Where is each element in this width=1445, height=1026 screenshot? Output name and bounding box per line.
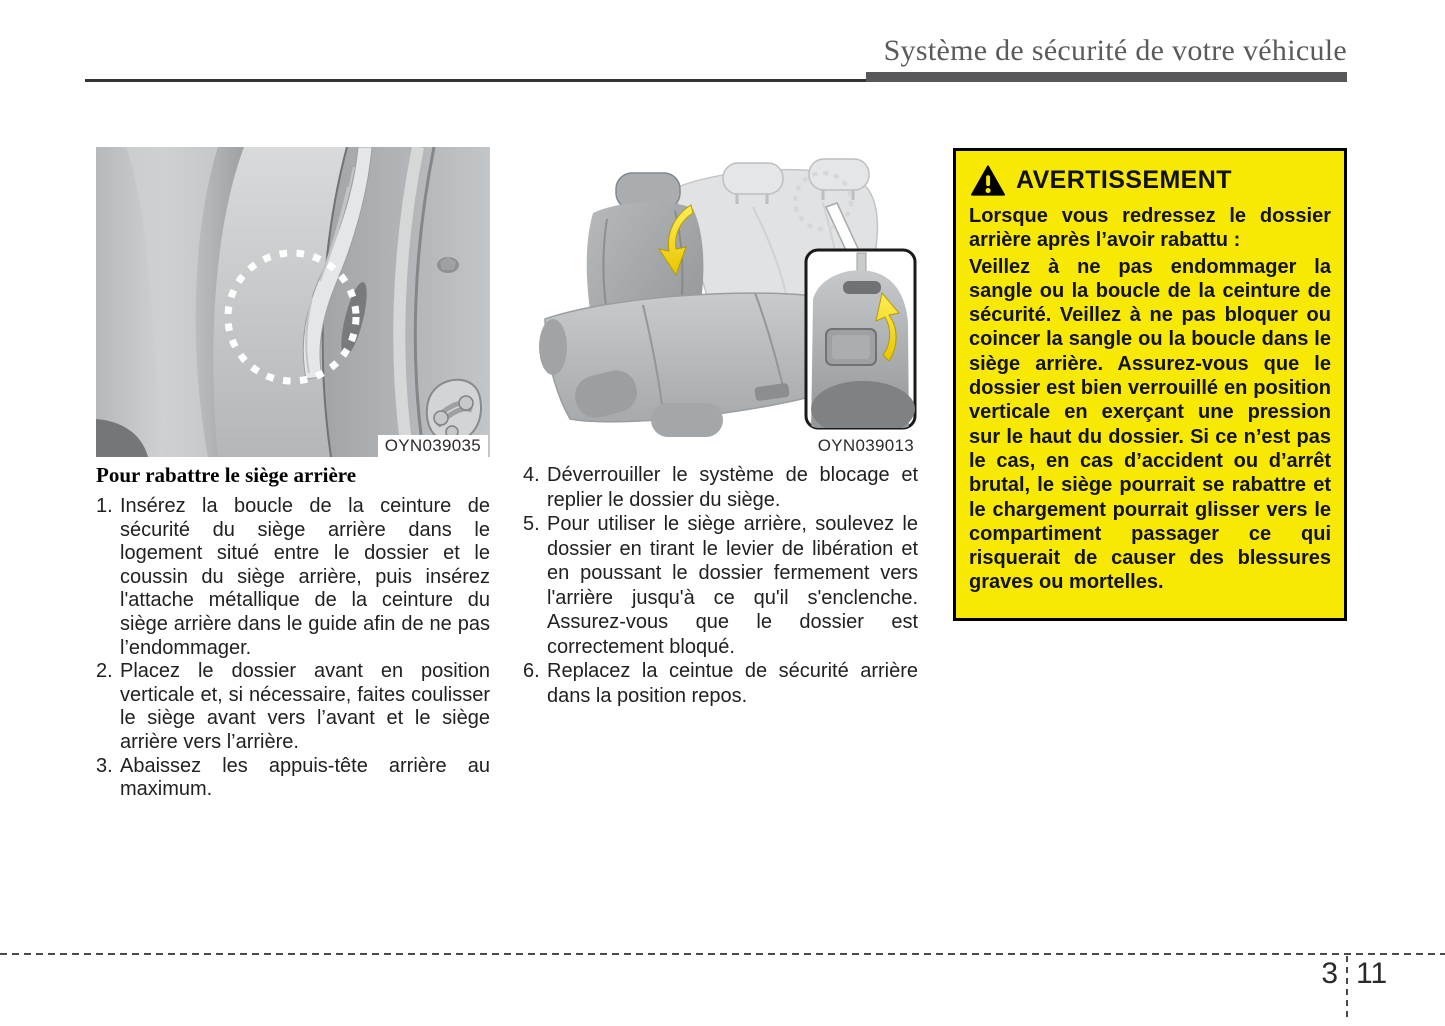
- warning-paragraph: Lorsque vous redressez le dossier arrière après l’avoir rabattu :: [969, 205, 1331, 252]
- list-item-number: 2.: [96, 660, 113, 683]
- warning-title-row: [971, 165, 1331, 196]
- chapter-number: 3: [1321, 957, 1338, 990]
- list-item: [96, 495, 490, 660]
- page-title: Système de sécurité de votre véhicule: [883, 34, 1347, 67]
- list-item: [96, 660, 490, 754]
- figure-code-label: OYN039035: [378, 435, 488, 457]
- list-item-text: Pour utiliser le siège arrière, soulevez le dossier en tirant le levier de libération et en poussant le dossier fermement vers l'arrière jusqu'à ce qu'il s'enclenche. Assurez-vous que le dossier est correctement bloqué.: [547, 513, 918, 658]
- footer-dashed-rule: [0, 953, 1445, 955]
- list-item: [523, 512, 918, 659]
- header-rule-line: [85, 79, 866, 82]
- list-item: [523, 659, 918, 708]
- list-item-text: Replacez la ceintue de sécurité arrière dans la position repos.: [547, 660, 918, 707]
- list-item-text: Déverrouiller le système de blocage et replier le dossier du siège.: [547, 464, 918, 511]
- list-item-number: 1.: [96, 495, 113, 517]
- figure-code-label: OYN039013: [817, 436, 914, 455]
- warning-triangle-icon: [971, 165, 1005, 196]
- list-item-text: Abaissez les appuis-tête arrière au maximum.: [120, 754, 490, 801]
- warning-paragraph: Veillez à ne pas endommager la sangle ou la boucle de la ceinture de sécurité. Veillez à ne pas bloquer ou coincer la sangle ou la boucle dans le siège arrière. Assurez-vous que le dossier est bien verrouillé en position verticale en exerçant une pression sur le haut du dossier. Si ce n’est pas le cas, en cas d’accident ou d’arrêt brutal, le siège pourrait se rabattre et le chargement pourrait glisser vers le compartiment passager ce qui risquerait de causer des blessures graves ou mortelles.: [969, 255, 1331, 594]
- door-pillar-illustration: [96, 147, 490, 457]
- page-number: 11: [1356, 957, 1388, 990]
- rear-seat-figure: [523, 147, 918, 457]
- list-item-text: Insérez la boucle de la ceinture de sécurité du siège arrière dans le logement situé entre le dossier et le coussin du siège arrière, puis insérez l'attache métallique de la ceinture du siège arrière dans le guide afin de ne pas l’endommager.: [120, 495, 490, 659]
- list-item-text: Placez le dossier avant en position verticale et, si nécessaire, faites coulisser le siège avant vers l’avant et le siège arrière vers l’arrière.: [120, 660, 490, 753]
- list-item: [96, 755, 490, 802]
- list-item: [523, 463, 918, 512]
- warning-box: [953, 148, 1347, 621]
- warning-title: AVERTISSEMENT: [1016, 166, 1232, 194]
- section-heading: Pour rabattre le siège arrière: [96, 463, 357, 487]
- instructions-column-middle: [523, 463, 918, 708]
- header-accent-bar: [866, 72, 1347, 82]
- list-item-number: 3.: [96, 754, 113, 777]
- list-item-number: 4.: [523, 464, 540, 486]
- footer-vertical-divider: [1346, 956, 1348, 1018]
- list-item-number: 5.: [523, 513, 540, 535]
- door-pillar-figure: [96, 147, 490, 457]
- list-item-number: 6.: [523, 660, 540, 682]
- instructions-column-left: [96, 463, 490, 802]
- rear-seat-illustration: [523, 147, 918, 457]
